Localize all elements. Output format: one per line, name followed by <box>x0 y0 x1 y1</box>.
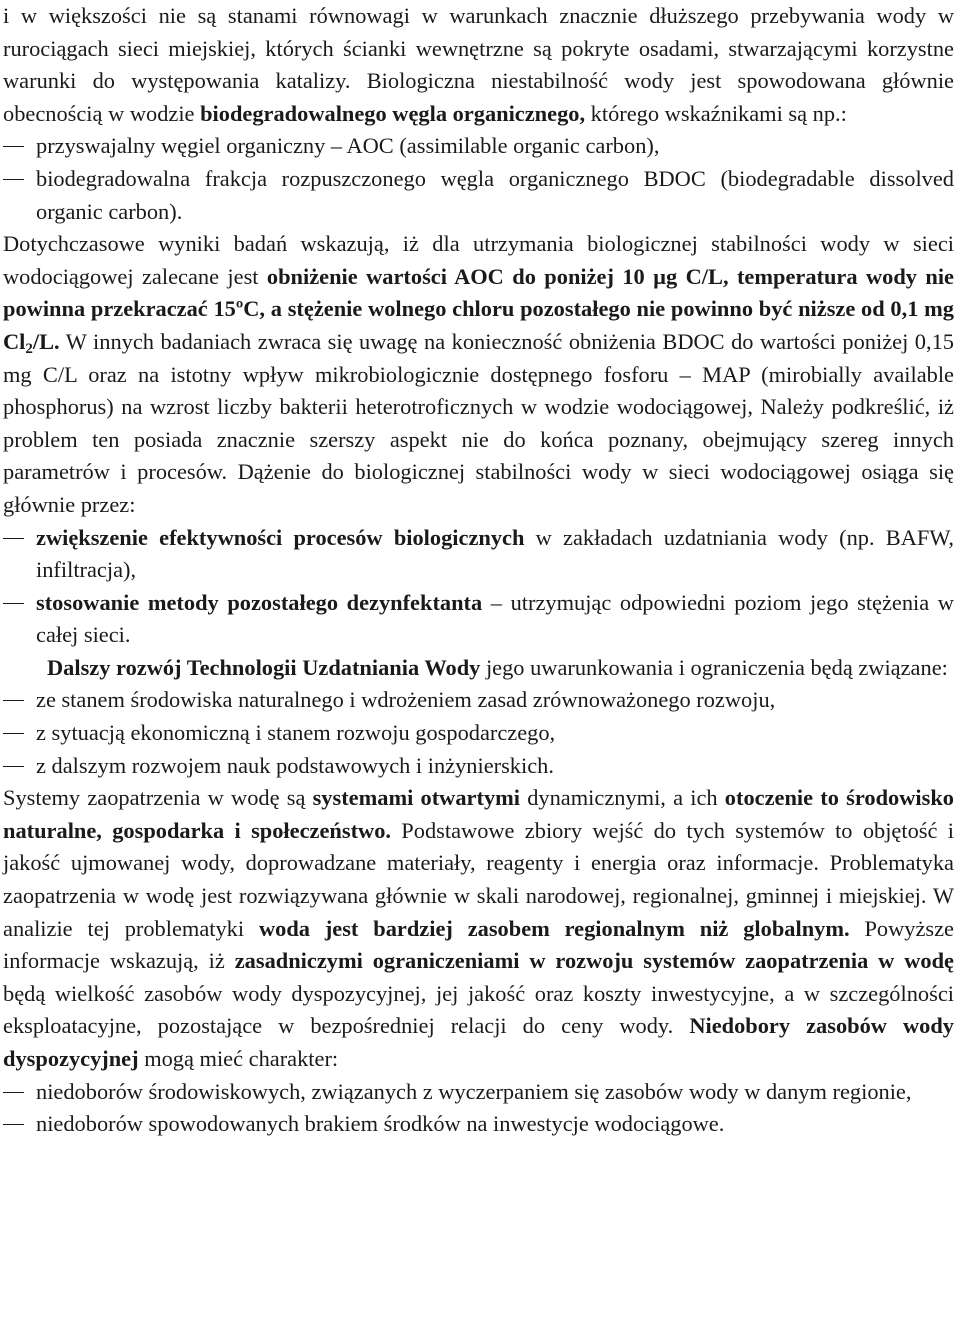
list-item: ze stanem środowiska naturalnego i wdrożeniem zasad zrównoważonego rozwoju, <box>3 684 954 717</box>
list-item: z sytuacją ekonomiczną i stanem rozwoju gospodarczego, <box>3 717 954 750</box>
list-item: z dalszym rozwojem nauk podstawowych i inżynierskich. <box>3 750 954 783</box>
list-item <box>3 587 954 652</box>
list-item: przyswajalny węgiel organiczny – AOC (assimilable organic carbon), <box>3 130 954 163</box>
text-run: mogą mieć charakter: <box>138 1046 339 1071</box>
text-run: – utrzymując odpowiedni poziom jego stężenia w całej sieci. <box>36 589 954 648</box>
emphasis-text: zasadniczymi ograniczeniami w rozwoju systemów zaopatrzenia w wodę <box>234 948 954 974</box>
subscript: 2 <box>25 340 33 357</box>
text-run: dynamicznymi, a ich <box>520 785 725 811</box>
text-run: Dotychczasowe wyniki badań wskazują, iż dla utrzymania biologicznej stabilności wody w sieci wodociągowej zalecane jest <box>3 231 954 289</box>
text-run: Podstawowe zbiory wejść do tych systemów to objętość i jakość ujmowanej wody, doprowadzane materiały, reagenty i energia oraz informacje. Problematyka zaopatrzenia w wodę jest rozwiązywana głównie w skali narodowej, regionalnej, gminnej i miejskiej. W analizie tej problematyki <box>3 817 954 941</box>
text-run: W innych badaniach zwraca się uwagę na konieczność obniżenia BDOC do wartości poniżej 0,15 mg C/L oraz na istotny wpływ mikrobiologicznie dostępnego fosforu – MAP (mirobially available phosphorus) na wzrost liczby bakterii heterotroficznych w wodzie wodociągowej, Należy podkreślić, iż problem ten posiada znacznie szerszy aspekt nie do końca poznany, obejmujący szereg innych parametrów i procesów. Dążenie do biologicznej stabilności wody w sieci wodociągowej osiąga się głównie przez: <box>3 328 954 517</box>
emphasis-text: zwiększenie efektywności procesów biologicznych <box>36 524 525 550</box>
emphasis-text: otoczenie to środowisko naturalne, gospodarka i społeczeństwo. <box>3 785 954 843</box>
paragraph-stability <box>3 228 954 521</box>
paragraph-systems <box>3 782 954 1075</box>
emphasis-text: Niedobory zasobów wody dyspozycyjnej <box>3 1013 955 1071</box>
text-run: /L. <box>32 328 60 354</box>
text-run: jego uwarunkowania i ograniczenia będą związane: <box>480 654 948 680</box>
list-item: niedoborów środowiskowych, związanych z wyczerpaniem się zasobów wody w danym regionie, <box>3 1076 954 1109</box>
text-run: Systemy zaopatrzenia w wodę są <box>3 785 313 811</box>
emphasis-text: stosowanie metody pozostałego dezynfektanta <box>36 589 483 615</box>
text-run: którego wskaźnikami są np.: <box>585 100 847 126</box>
text-run: obniżenie wartości AOC do poniżej 10 µg C/L, temperatura wody nie powinna przekraczać 15ºC, a stężenie wolnego chloru pozostałego nie powinno być niższe od 0,1 mg Cl <box>3 263 954 354</box>
list-item: biodegradowalna frakcja rozpuszczonego węgla organicznego BDOC (biodegradable dissolved organic carbon). <box>3 163 954 228</box>
emphasis-text: systemami otwartymi <box>312 785 521 811</box>
text-run: Powyższe informacje wskazują, iż <box>3 915 954 974</box>
text-run: i w większości nie są stanami równowagi w warunkach znacznie dłuższego przebywania wody w rurociągach sieci miejskiej, których ścianki wewnętrzne są pokryte osadami, stwarzającymi korzystne warunki do występowania katalizy. Biologiczna niestabilność wody jest spowodowana głównie obecnością w wodzie <box>3 3 954 126</box>
paragraph-intro <box>3 0 954 130</box>
text-run: będą wielkość zasobów wody dyspozycyjnej, jej jakość oraz koszty inwestycyjne, a w szczególności eksploatacyjne, pozostające w bezpośredniej relacji do ceny wody. <box>3 980 954 1039</box>
list-item: niedoborów spowodowanych brakiem środków na inwestycje wodociągowe. <box>3 1108 954 1141</box>
text-run: w zakładach uzdatniania wody (np. BAFW, infiltracja), <box>36 524 954 583</box>
paragraph-development <box>3 652 954 685</box>
emphasis-text: woda jest bardziej zasobem regionalnym niż globalnym. <box>258 915 850 941</box>
list-item <box>3 522 954 587</box>
emphasis-text: Dalszy rozwój Technologii Uzdatniania Wody <box>47 654 481 680</box>
emphasis-text: biodegradowalnego węgla organicznego, <box>200 100 586 126</box>
